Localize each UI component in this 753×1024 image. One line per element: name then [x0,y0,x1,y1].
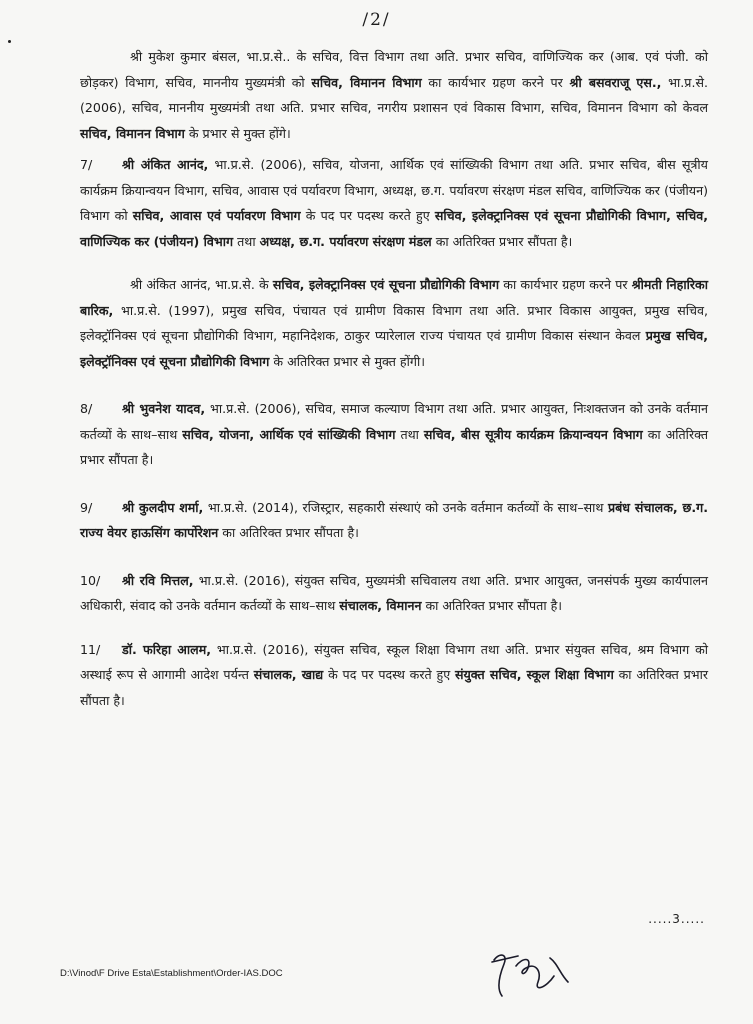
page-number: /2/ [362,10,391,30]
paragraph-number: 10/ [80,572,101,588]
bold-text: सचिव, इलेक्ट्रानिक्स एवं सूचना प्रौद्योगिकी विभाग [272,277,500,292]
paragraph-text [80,642,708,708]
paragraph-number: 7/ [80,157,93,172]
text-run: भा.प्र.से. (2006), सचिव, माननीय मुख्यमंत्री तथा अति. प्रभार सचिव, नगरीय प्रशासन एवं विकास विभाग, सचिव, विमानन विभाग को केवल [80,74,708,115]
bold-text: श्री अंकित आनंद, [122,157,209,172]
paragraph-text [80,573,708,614]
bold-text: श्री रवि मित्तल, [122,572,194,588]
text-run: का कार्यभार ग्रहण करने पर [421,74,570,90]
text-run: के अतिरिक्त प्रभार से मुक्त होंगी। [269,353,425,369]
paragraph-9 [80,495,708,546]
text-run: भा.प्र.से. (2016), संयुक्त सचिव, मुख्यमंत्री सचिवालय तथा अति. प्रभार आयुक्त, जनसंपर्क मुख्य कार्यपालन अधिकारी, संवाद को उनके वर्तमान कर्तव्यों के साथ–साथ [80,572,708,613]
bold-text: सचिव, बीस सूत्रीय कार्यक्रम क्रियान्वयन विभाग [423,426,643,442]
bold-text: संचालक, खाद्य [253,667,324,682]
bold-text: अध्यक्ष, छ.ग. पर्यावरण संरक्षण मंडल [259,233,432,249]
paragraph-8 [80,396,708,473]
continuation-marker: .....3..... [648,912,705,926]
text-run: का अतिरिक्त प्रभार सौंपता है। [218,525,359,540]
bold-text: सचिव, विमानन विभाग [311,74,422,90]
text-run: के पद पर पदस्थ करते हुए [323,667,455,682]
bold-text: श्री भुवनेश यादव, [122,401,206,416]
paragraph-text [80,277,708,369]
paragraph [80,44,708,146]
paragraph-text [80,500,708,541]
text-run: तथा [233,233,260,249]
bold-text: सचिव, इलेक्ट्रानिक्स एवं सूचना प्रौद्योगिकी विभाग, सचिव, वाणिज्यिक कर (पंजीयन) विभाग [80,208,708,249]
bold-text: सचिव, विमानन विभाग [80,125,185,141]
bold-text: श्री कुलदीप शर्मा, [122,499,204,515]
bold-text: प्रमुख सचिव, इलेक्ट्रॉनिक्स एवं सूचना प्रौद्योगिकी विभाग [80,328,708,369]
order-body [80,44,708,713]
signature [488,942,578,1002]
text-run: भा.प्र.से. (2014), रजिस्ट्रार, सहकारी संस्थाएं को उनके वर्तमान कर्तव्यों के साथ–साथ [203,499,608,515]
paragraph-number: 11/ [80,641,101,657]
text-run: श्री अंकित आनंद, भा.प्र.से. के [130,277,273,292]
bold-text: डॉ. फरिहा आलम, [122,641,212,657]
text-run: भा.प्र.से. (2016), संयुक्त सचिव, स्कूल शिक्षा विभाग तथा अति. प्रभार संयुक्त सचिव, श्रम विभाग को अस्थाई रूप से आगामी आदेश पर्यन्त [80,641,708,682]
bold-text: प्रबंध संचालक, छ.ग. राज्य वेयर हाऊसिंग कार्पोरेशन [80,499,709,540]
text-run: के प्रभार से मुक्त होंगे। [184,125,291,141]
text-run: के पद पर पदस्थ करते हुए [300,208,435,223]
bold-text: श्री बसवराजू एस., [569,74,662,90]
paragraph-text [80,49,708,141]
paragraph-text [80,157,708,249]
scan-speck [8,40,11,43]
paragraph-7 [80,152,708,254]
text-run: भा.प्र.से. (2006), सचिव, समाज कल्याण विभाग तथा अति. प्रभार आयुक्त, निःशक्तजन को उनके वर्तमान कर्तव्यों के साथ–साथ [80,401,708,442]
text-run: का कार्यभार ग्रहण करने पर [499,277,632,292]
bold-text: सचिव, आवास एवं पर्यावरण विभाग [132,208,301,223]
bold-text: संयुक्त सचिव, स्कूल शिक्षा विभाग [454,667,614,682]
text-run: भा.प्र.से. (1997), प्रमुख सचिव, पंचायत एवं ग्रामीण विकास विभाग तथा अति. प्रभार विकास आयुक्त, प्रमुख सचिव, इलेक्ट्रॉनिक्स एवं सूचना प्रौद्योगिकी विभाग, महानिदेशक, ठाकुर प्यारेलाल राज्य पंचायत एवं ग्रामीण विकास संस्थान केवल [80,302,708,343]
text-run: तथा [395,426,424,442]
text-run: भा.प्र.से. (2006), सचिव, योजना, आर्थिक एवं सांख्यिकी विभाग तथा अति. प्रभार सचिव, बीस सूत्रीय कार्यक्रम क्रियान्वयन विभाग, सचिव, आवास एवं पर्यावरण विभाग, अध्यक्ष, छ.ग. पर्यावरण संरक्षण मंडल सचिव, वाणिज्यिक कर (पंजीयन) विभाग को [80,157,708,223]
paragraph-10 [80,568,708,619]
paragraph-text [80,401,708,467]
text-run: का अतिरिक्त प्रभार सौंपता है। [431,233,573,249]
text-run: श्री मुकेश कुमार बंसल, भा.प्र.से.. के सचिव, वित्त विभाग तथा अति. प्रभार सचिव, वाणिज्यिक कर (आब. एवं पंजी. को छोड़कर) विभाग, सचिव, माननीय मुख्यमंत्री को [80,49,708,90]
bold-text: संचालक, विमानन [339,598,422,613]
paragraph-11 [80,637,708,714]
bold-text: सचिव, योजना, आर्थिक एवं सांख्यिकी विभाग [182,426,396,442]
text-run: का अतिरिक्त प्रभार सौंपता है। [80,667,709,708]
bold-text: श्रीमती निहारिका बारिक, [80,277,708,318]
paragraph-number: 8/ [80,401,93,416]
file-path-footer: D:\Vinod\F Drive Esta\Establishment\Order-IAS.DOC [60,968,283,979]
paragraph-number: 9/ [80,499,93,515]
text-run: का अतिरिक्त प्रभार सौंपता है। [421,598,563,613]
text-run: का अतिरिक्त प्रभार सौंपता है। [80,426,709,467]
paragraph [80,272,708,374]
